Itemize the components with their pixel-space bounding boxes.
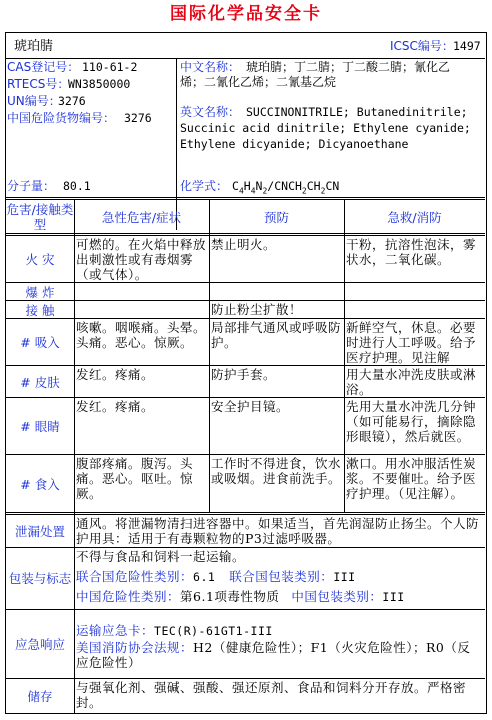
icsc-label: ICSC编号： (390, 39, 454, 53)
row-label-ingestion: # 食入 (20, 476, 60, 492)
card-title: 国际化学品安全卡 (170, 4, 322, 24)
safety-card (5, 32, 487, 714)
col-header-first-aid: 急救/消防 (387, 209, 442, 225)
col-header-exposure-type: 危害/接触类型 (6, 201, 74, 232)
eye-first-aid: 先用大量水冲洗几分钟（如可能易行，摘除隐形眼镜），然后就医。 (346, 399, 477, 444)
divider (6, 58, 485, 59)
substance-name: 琥珀腈 (14, 39, 54, 54)
skin-prevention: 防护手套。 (211, 367, 277, 382)
row-label-emergency: 应急响应 (14, 637, 65, 652)
cas-value: 110-61-2 (82, 60, 138, 74)
un-label: UN编号： (7, 94, 61, 108)
row-label-eye: # 眼睛 (20, 419, 60, 434)
emergency-card: 运输应急卡：TEC(R)-61GT1-III (76, 623, 273, 638)
packaging-cn-class: 中国危险性类别：第6.1项毒性物质 中国包装类别：III (76, 589, 405, 604)
cn-name-line: 琥珀腈；丁二腈；丁二酸二腈；氰化乙 (246, 60, 451, 74)
cn-dangerous-goods-value: 3276 (124, 111, 152, 125)
ingestion-first-aid: 漱口。用水冲服活性炭浆。不要催吐。给予医疗护理。（见注解）。 (346, 456, 477, 501)
row-label-spill: 泄漏处置 (14, 524, 65, 539)
inhalation-first-aid: 新鲜空气，休息。必要时进行人工呼吸。给予医疗护理。见注解 (346, 320, 477, 365)
ingestion-prevention: 工作时不得进食，饮水或吸烟。进食前洗手。 (211, 456, 342, 486)
row-label-skin: # 皮肤 (20, 374, 60, 390)
row-label-contact: 接 触 (25, 302, 55, 318)
col-header-hazards: 急性危害/症状 (101, 209, 182, 225)
row-label-storage: 储存 (27, 689, 53, 704)
en-name-line: SUCCINONITRILE; Butanedinitrile; (246, 105, 468, 119)
cn-name-line: 烯；二氰化乙烯；二氰基乙烷 (180, 75, 337, 89)
molecular-weight-value: 80.1 (63, 179, 91, 193)
rtecs-label: RTECS号： (7, 77, 70, 91)
fire-first-aid: 干粉，抗溶性泡沫，雾状水，二氧化碳。 (346, 237, 477, 267)
divider (6, 609, 485, 610)
cn-dangerous-goods-label: 中国危险货物编号： (7, 111, 116, 125)
row-label-inhalation: # 吸入 (20, 335, 60, 350)
inhalation-prevention: 局部排气通风或呼吸防护。 (211, 320, 342, 350)
ingestion-hazard: 腹部疼痛。腹泻。头痛。恶心。呕吐。惊厥。 (76, 456, 194, 501)
fire-prevention: 禁止明火。 (211, 237, 277, 252)
eye-hazard: 发红。疼痛。 (76, 399, 155, 414)
contact-prevention: 防止粉尘扩散！ (211, 302, 303, 317)
rtecs-value: WN3850000 (68, 77, 131, 91)
cn-name-label: 中文名称： (180, 60, 241, 74)
row-label-explosion: 爆 炸 (25, 284, 55, 300)
un-value: 3276 (58, 94, 86, 108)
divider (6, 282, 485, 283)
inhalation-hazard: 咳嗽。咽喉痛。头晕。头痛。恶心。惊厥。 (76, 320, 207, 350)
eye-prevention: 安全护目镜。 (211, 399, 290, 414)
row-label-packaging: 包装与标志 (8, 571, 72, 586)
cas-label: CAS登记号： (7, 60, 80, 74)
fire-hazard: 可燃的。在火焰中释放出刺激性或有毒烟雾（或气体）。 (76, 237, 207, 282)
row-label-fire: 火 灾 (25, 252, 55, 267)
molecular-weight-label: 分子量： (7, 179, 56, 193)
skin-first-aid: 用大量水冲洗皮肤或淋浴。 (346, 367, 477, 397)
packaging-un-class: 联合国危险性类别：6.1 联合国包装类别：III (76, 569, 356, 584)
en-name-label: 英文名称： (180, 105, 241, 119)
storage-text: 与强氧化剂、强碱、强酸、强还原剂、食品和饲料分开存放。严格密封。 (76, 680, 467, 710)
chemical-formula: $C_4H_4N_2/CNCH_2CH_2CN$ (232, 179, 340, 196)
formula-label: 化学式： (180, 179, 229, 193)
col-header-prevention: 预防 (263, 209, 289, 225)
en-name-line: Ethylene dicyanide; Dicyanoethane (180, 137, 409, 151)
emergency-nfpa: 美国消防协会法规：H2（健康危险性）；F1（火灾危险性）；R0（反应危险性） (76, 640, 471, 670)
spill-handling: 通风。将泄漏物清扫进容器中。如果适当，首先润湿防止扬尘。个人防护用具：适用于有毒颗粒物的P3过滤呼吸器。 (76, 516, 480, 546)
icsc-value: 1497 (453, 39, 481, 53)
en-name-line: Succinic acid dinitrile; Ethylene cyanide; (180, 121, 471, 135)
skin-hazard: 发红。疼痛。 (76, 367, 155, 382)
packaging-note: 不得与食品和饲料一起运输。 (76, 549, 246, 564)
